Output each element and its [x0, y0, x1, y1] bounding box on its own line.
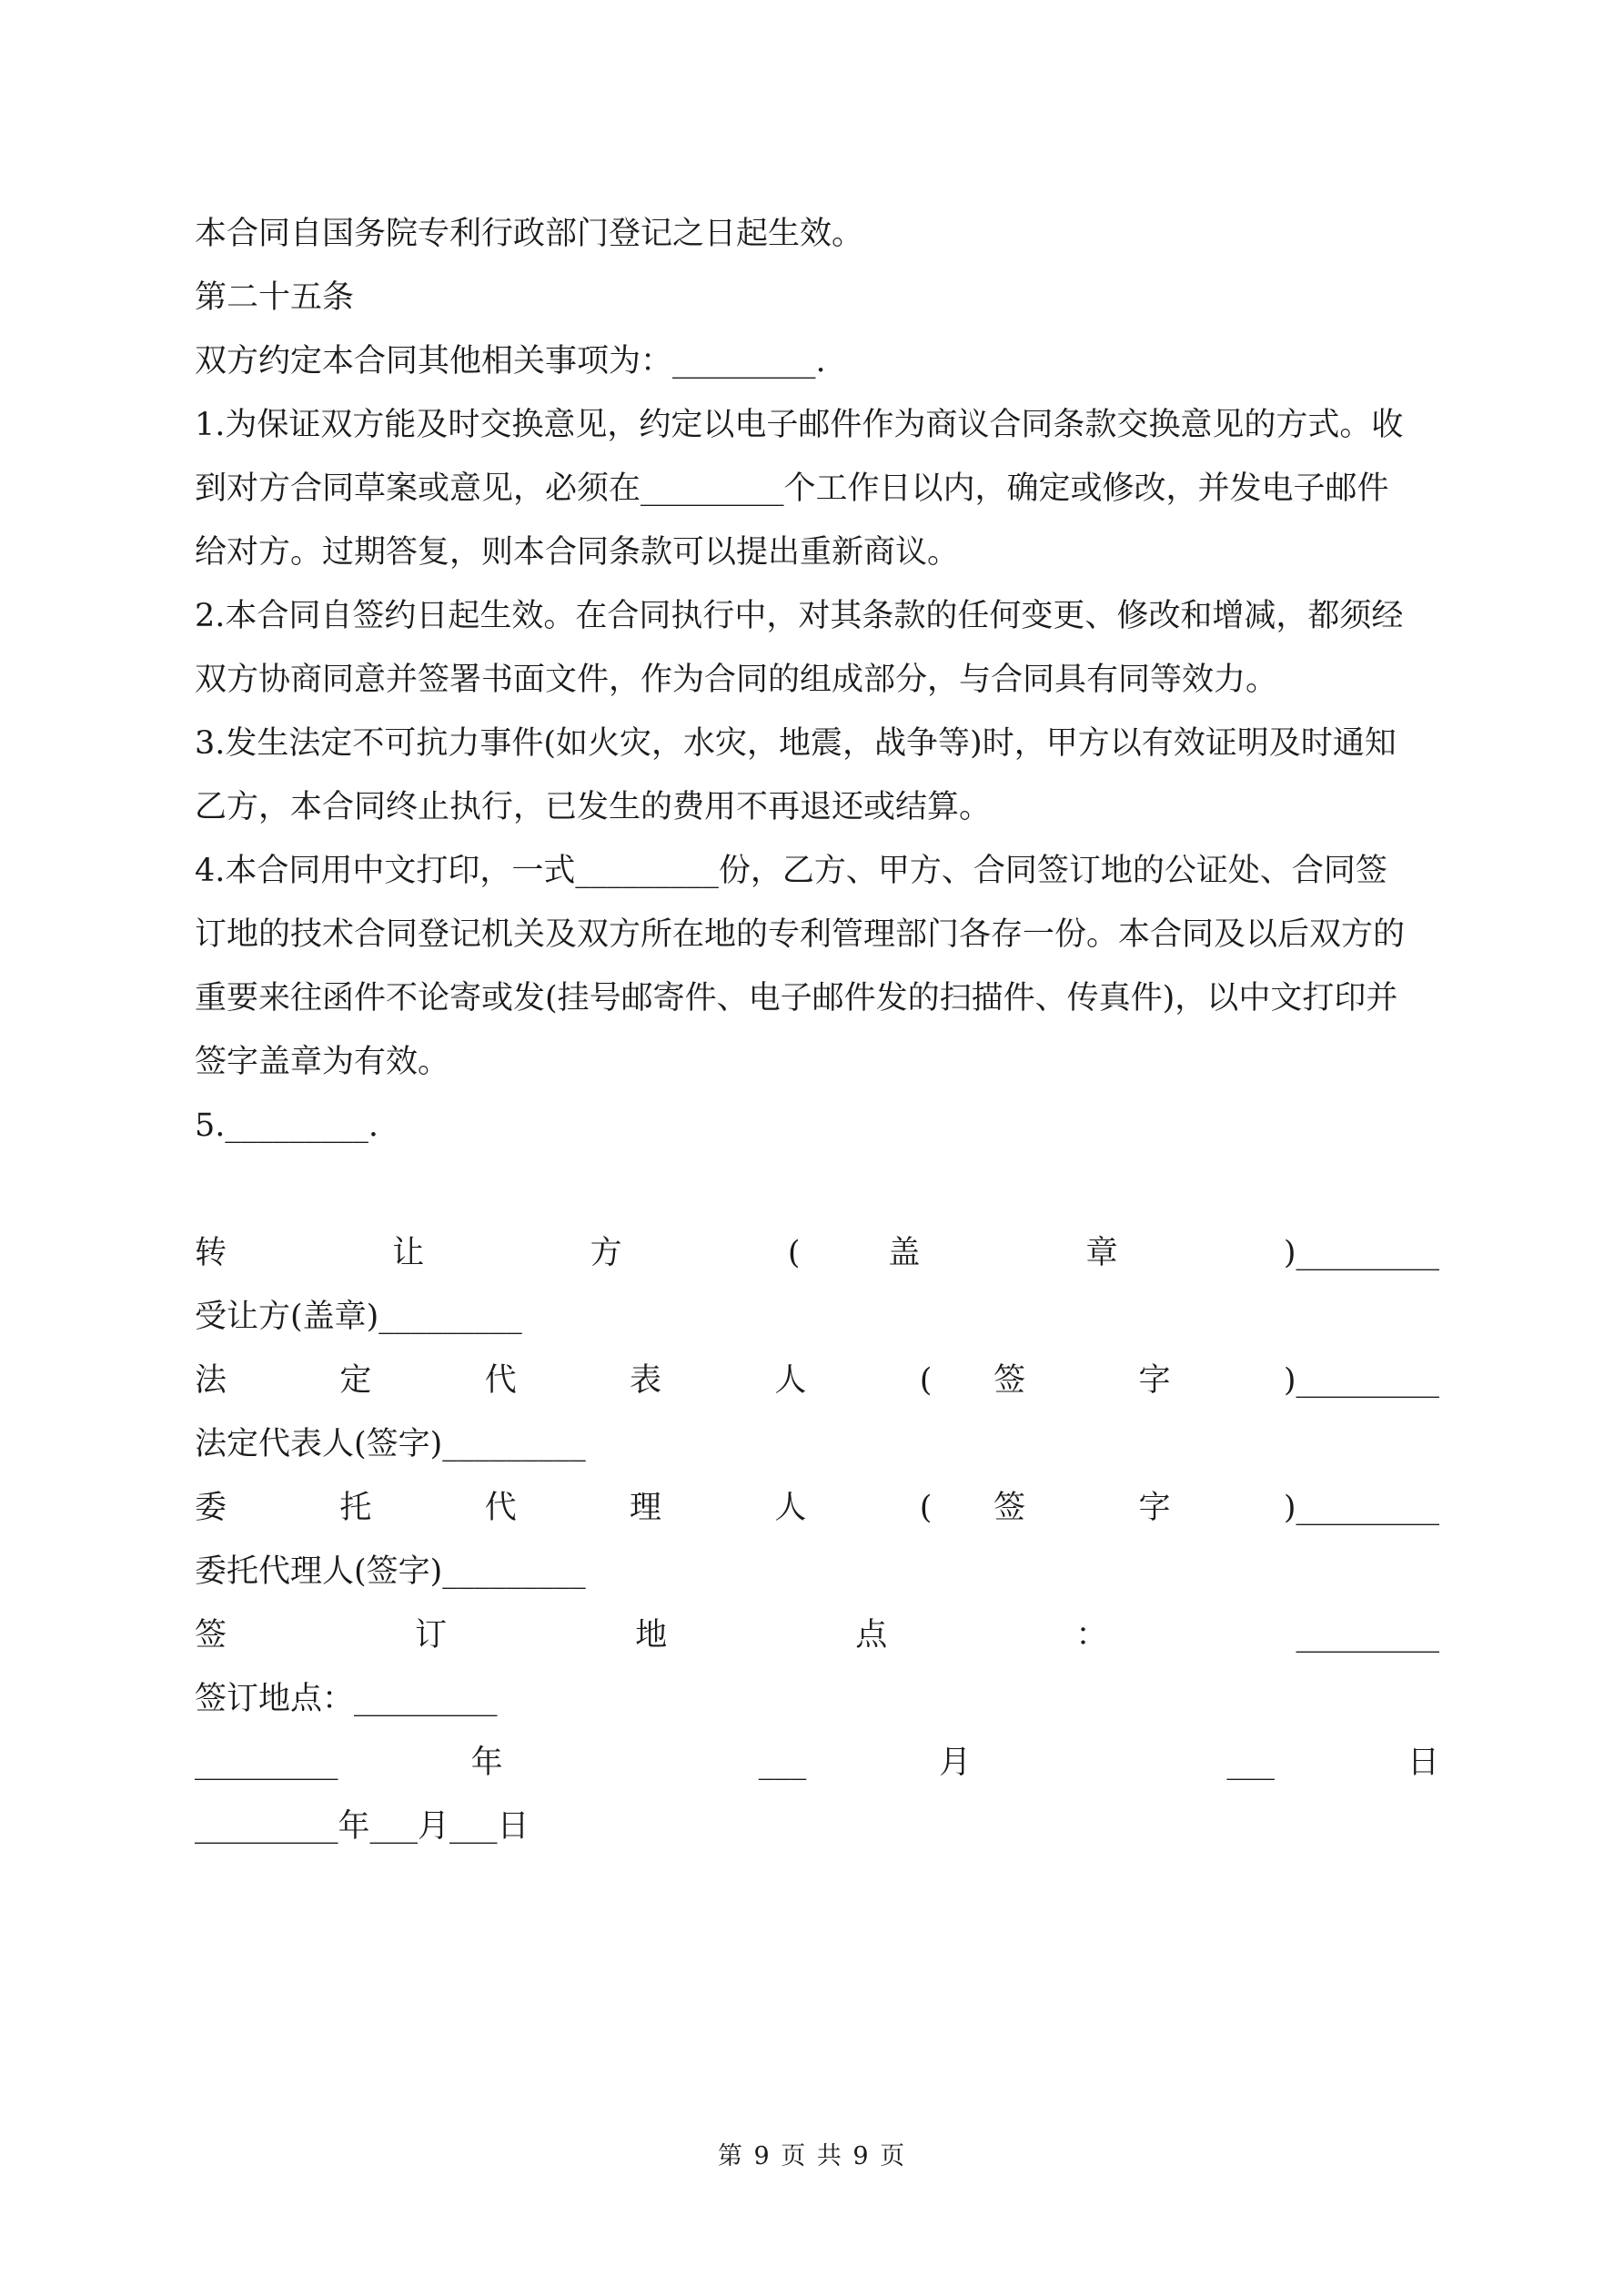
signature-line-agent: 委 托 代 理 人 ( 签 字 )_________ — [195, 1490, 1439, 1526]
signature-line-legal-rep: 法 定 代 表 人 ( 签 字 )_________ — [195, 1362, 1439, 1399]
clause-4-line: 订地的技术合同登记机关及双方所在地的专利管理部门各存一份。本合同及以后双方的 — [195, 916, 1406, 953]
clause-2-line: 2.本合同自签约日起生效。在合同执行中，对其条款的任何变更、修改和增减，都须经 — [195, 598, 1404, 634]
signature-line-agent: 委托代理人(签字)_________ — [195, 1553, 586, 1590]
clause-4-line: 4.本合同用中文打印，一式_________份，乙方、甲方、合同签订地的公证处、合同签 — [195, 853, 1387, 889]
signature-line-legal-rep: 法定代表人(签字)_________ — [195, 1426, 586, 1462]
clause-2-line: 双方协商同意并签署书面文件，作为合同的组成部分，与合同具有同等效力。 — [195, 662, 1278, 698]
clause-1-line: 给对方。过期答复，则本合同条款可以提出重新商议。 — [195, 534, 960, 571]
page-number-footer: 第 9 页 共 9 页 — [717, 2142, 907, 2170]
signature-line-transferee: 受让方(盖章)_________ — [195, 1299, 522, 1335]
clause-1-line: 到对方合同草案或意见，必须在_________个工作日以内，确定或修改，并发电子邮件 — [195, 470, 1389, 507]
clause-1-line: 1.为保证双方能及时交换意见，约定以电子邮件作为商议合同条款交换意见的方式。收 — [195, 407, 1404, 443]
clause-5-line: 5._________. — [195, 1108, 379, 1144]
clause-4-line: 重要来往函件不论寄或发(挂号邮寄件、电子邮件发的扫描件、传真件)，以中文打印并 — [195, 980, 1398, 1017]
signature-line-place: 签 订 地 点 ： _________ — [195, 1617, 1439, 1654]
body-line: 本合同自国务院专利行政部门登记之日起生效。 — [195, 216, 864, 252]
clause-4-line: 签字盖章为有效。 — [195, 1044, 450, 1080]
body-line: 双方约定本合同其他相关事项为：_________. — [195, 343, 826, 379]
clause-3-line: 乙方，本合同终止执行，已发生的费用不再退还或结算。 — [195, 789, 992, 825]
document-body — [195, 202, 1439, 1858]
clause-3-line: 3.发生法定不可抗力事件(如火灾，水灾，地震，战争等)时，甲方以有效证明及时通知 — [195, 725, 1397, 762]
signature-line-date: _________ 年 ___ 月 ___ 日 — [195, 1745, 1439, 1781]
article-heading: 第二十五条 — [195, 279, 355, 316]
signature-line-place: 签订地点：_________ — [195, 1681, 498, 1717]
signature-line-transferor: 转 让 方 ( 盖 章 )_________ — [195, 1235, 1439, 1271]
blank-spacer — [195, 1158, 1439, 1221]
signature-line-date: _________年___月___日 — [195, 1808, 530, 1845]
